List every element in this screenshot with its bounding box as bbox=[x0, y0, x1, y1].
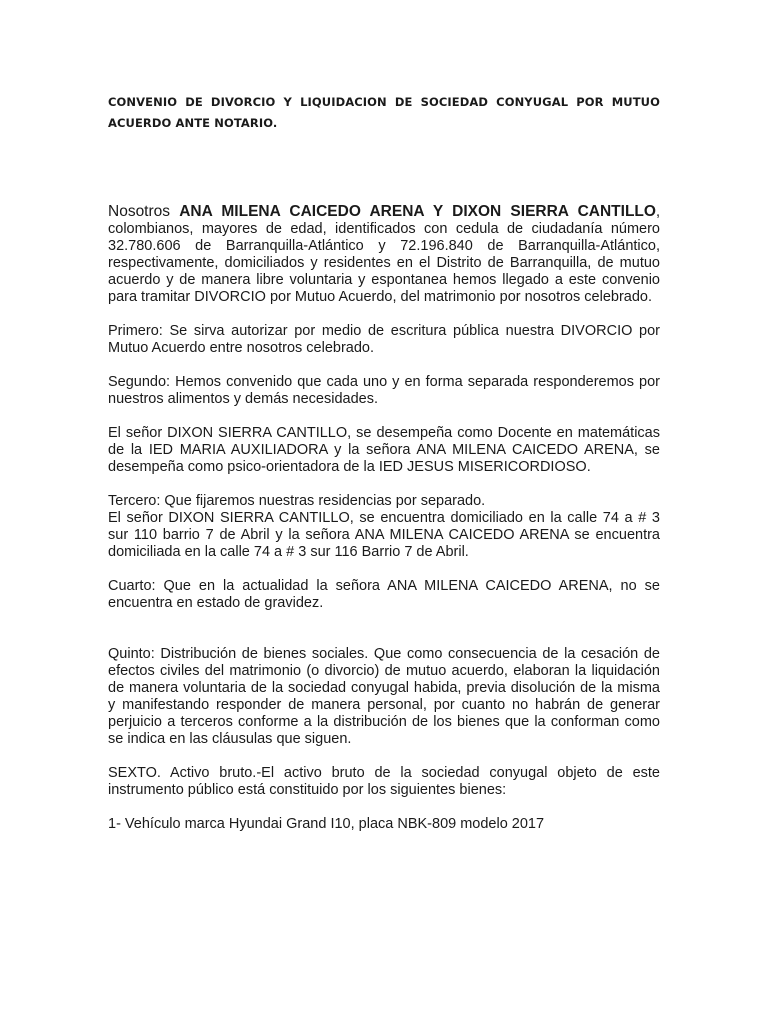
document-page bbox=[108, 92, 660, 833]
intro-rest: , colombianos, mayores de edad, identificados con cedula de ciudadanía número 32.780.606 de Barranquilla-Atlántico y 72.196.840 de Barranquilla-Atlántico, respectivamente, domiciliados y residentes en el Distrito de Barranquilla, de mutuo acuerdo y de manera libre voluntaria y espontanea hemos llegado a este convenio para tramitar DIVORCIO por Mutuo Acuerdo, del matrimonio por nosotros celebrado. bbox=[108, 204, 660, 305]
intro-paragraph bbox=[108, 203, 660, 306]
intro-lead: Nosotros bbox=[108, 203, 180, 220]
tercero-line-2: El señor DIXON SIERRA CANTILLO, se encuentra domiciliado en la calle 74 a # 3 sur 110 barrio 7 de Abril y la señora ANA MILENA CAICEDO ARENA se encuentra domiciliada en la calle 74 a # 3 sur 116 Barrio 7 de Abril. bbox=[108, 510, 660, 560]
party-names: ANA MILENA CAICEDO ARENA Y DIXON SIERRA CANTILLO bbox=[179, 203, 656, 220]
tercero-line-1: Tercero: Que fijaremos nuestras residencias por separado. bbox=[108, 493, 486, 509]
occupation-paragraph: El señor DIXON SIERRA CANTILLO, se desempeña como Docente en matemáticas de la IED MARIA AUXILIADORA y la señora ANA MILENA CAICEDO ARENA, se desempeña como psico-orientadora de la IED JESUS MISERICORDIOSO. bbox=[108, 425, 660, 475]
clause-primero: Primero: Se sirva autorizar por medio de escritura pública nuestra DIVORCIO por Mutuo Acuerdo entre nosotros celebrado. bbox=[108, 323, 660, 356]
clause-segundo: Segundo: Hemos convenido que cada uno y en forma separada responderemos por nuestros alimentos y demás necesidades. bbox=[108, 374, 660, 407]
clause-cuarto: Cuarto: Que en la actualidad la señora ANA MILENA CAICEDO ARENA, no se encuentra en estado de gravidez. bbox=[108, 578, 660, 611]
clause-quinto: Quinto: Distribución de bienes sociales. Que como consecuencia de la cesación de efectos civiles del matrimonio (o divorcio) de mutuo acuerdo, elaboran la liquidación de manera voluntaria de la sociedad conyugal habida, previa disolución de la misma y manifestando responder de manera personal, por cuanto no habrán de generar perjuicio a terceros conforme a la distribución de los bienes que la conforman como se indica en las cláusulas que siguen. bbox=[108, 646, 660, 747]
clause-sexto: SEXTO. Activo bruto.-El activo bruto de la sociedad conyugal objeto de este instrumento público está constituido por los siguientes bienes: bbox=[108, 765, 660, 798]
clause-tercero bbox=[108, 493, 660, 561]
asset-item-1: 1- Vehículo marca Hyundai Grand I10, placa NBK-809 modelo 2017 bbox=[108, 816, 545, 832]
document-title: CONVENIO DE DIVORCIO Y LIQUIDACION DE SOCIEDAD CONYUGAL POR MUTUO ACUERDO ANTE NOTARIO. bbox=[108, 95, 660, 130]
